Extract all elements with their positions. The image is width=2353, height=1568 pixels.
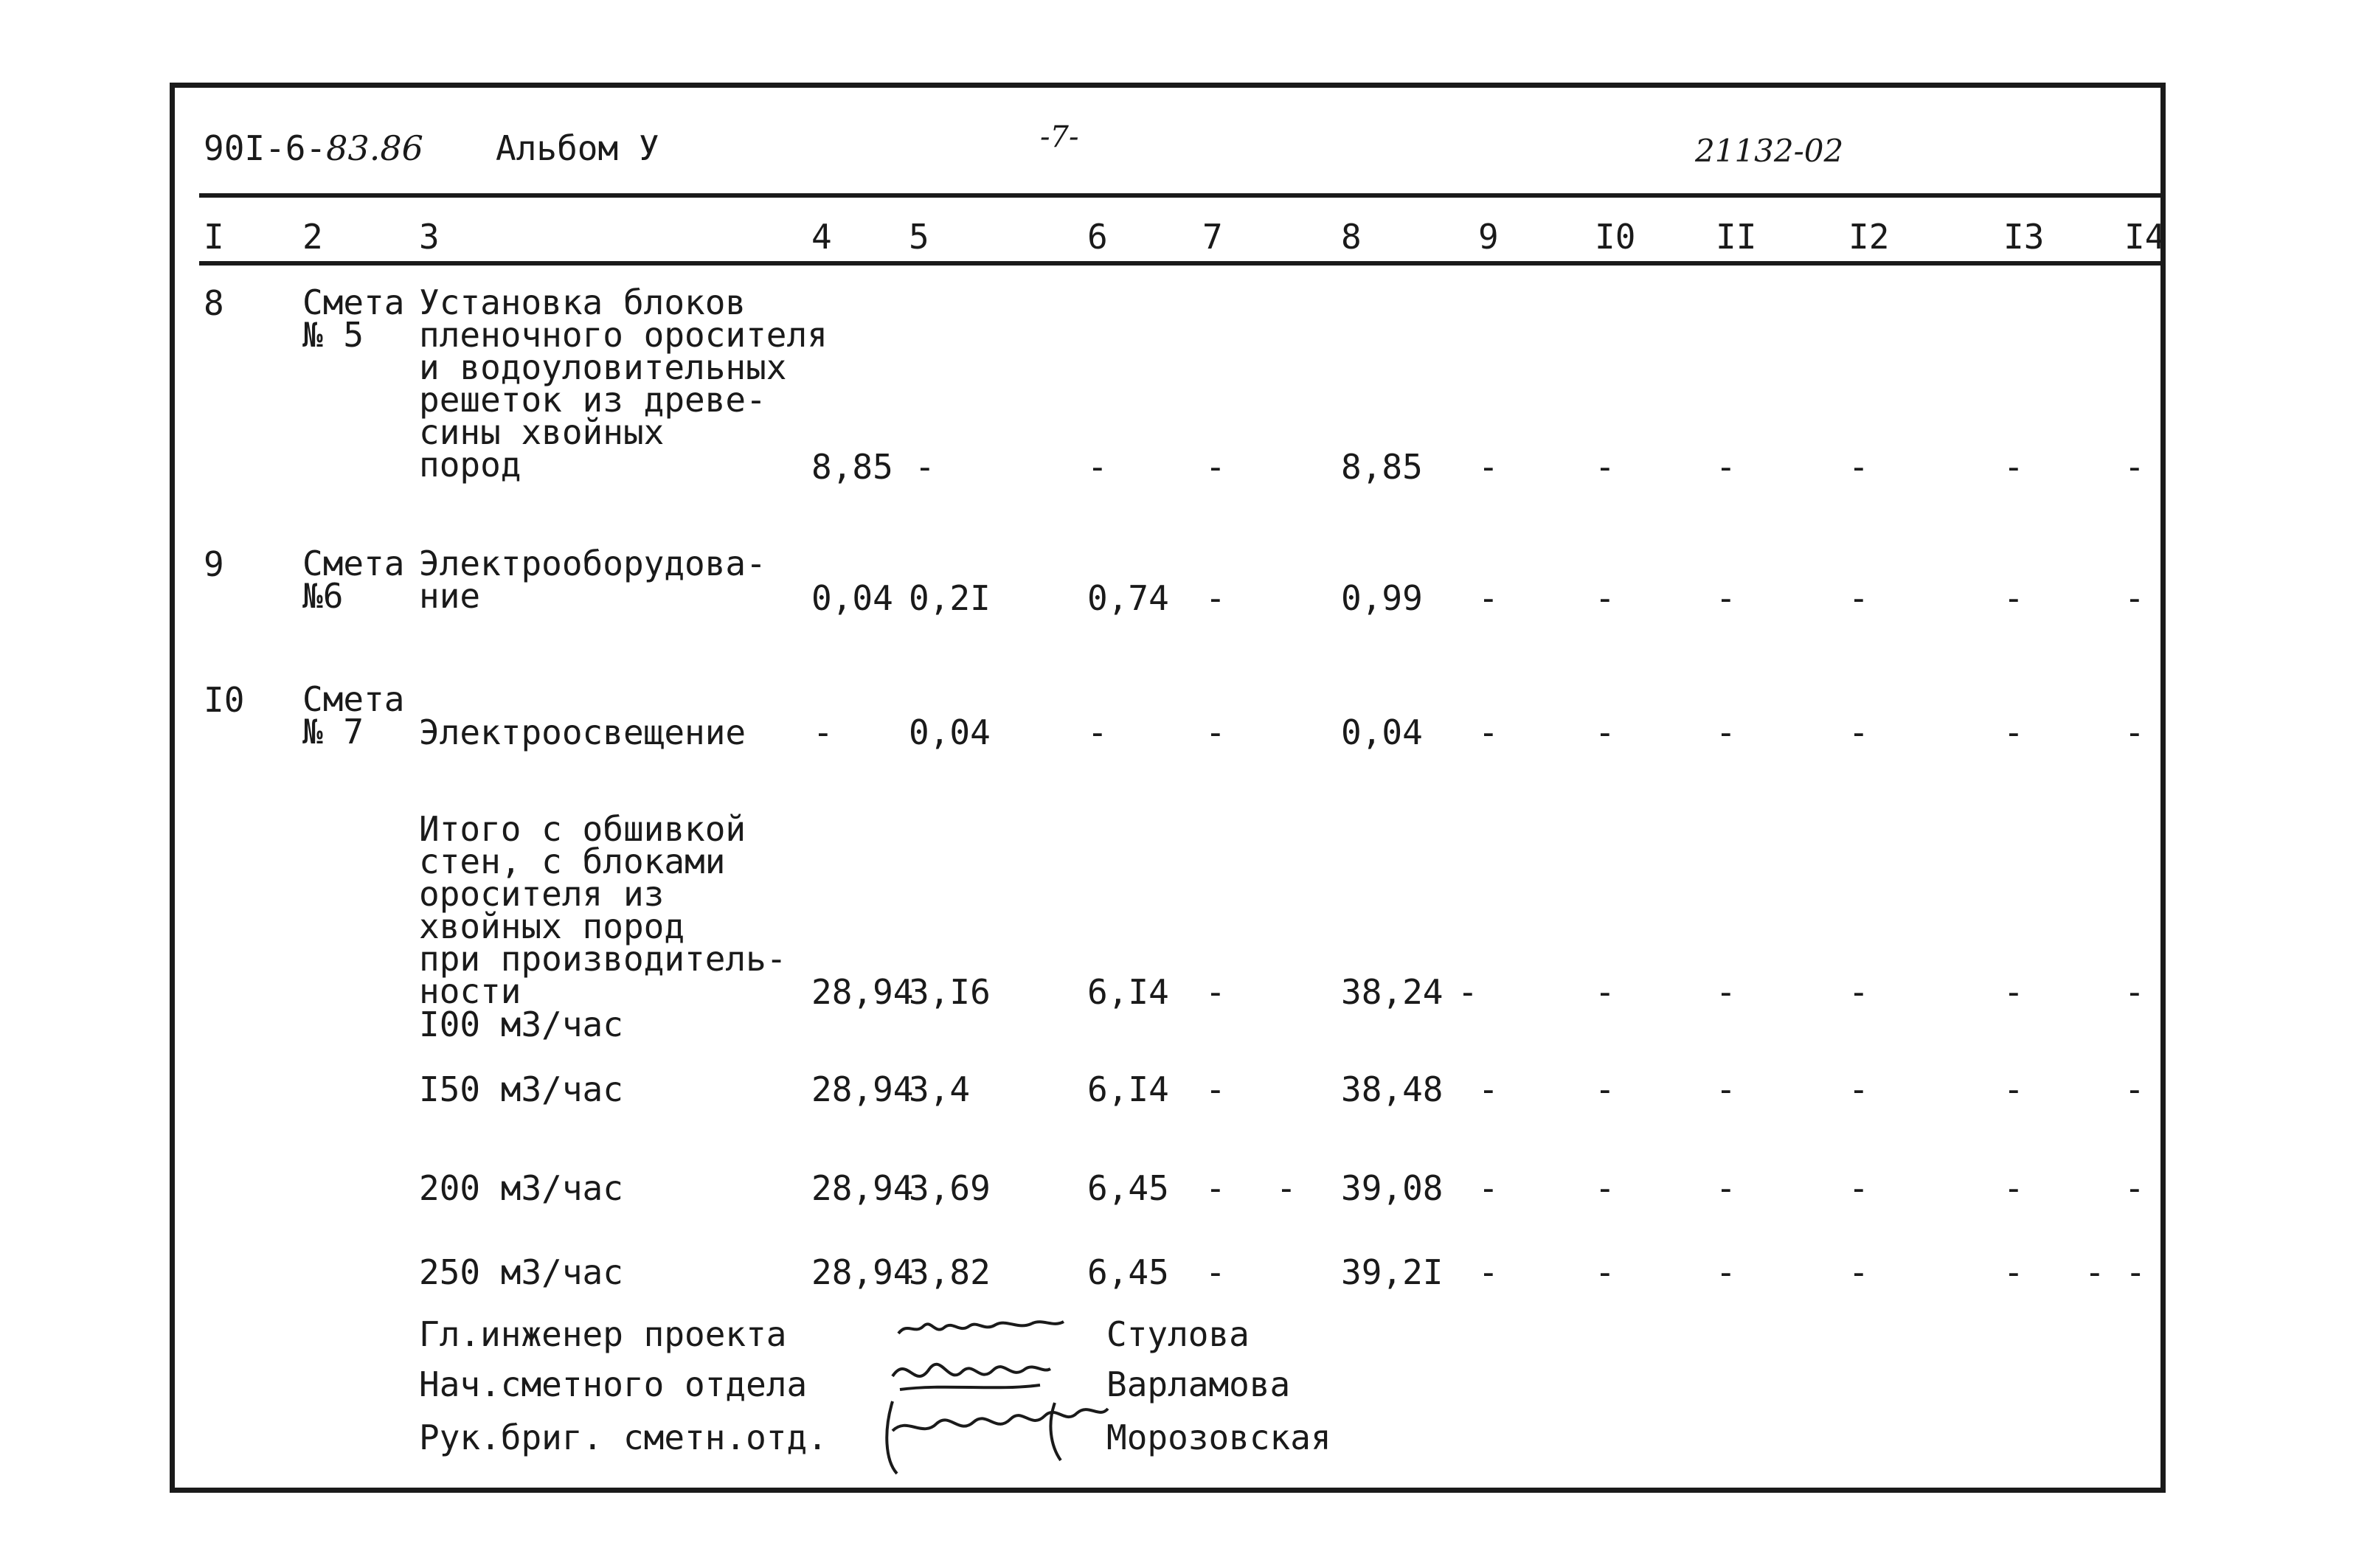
cell-value: - — [1595, 447, 1615, 487]
cell-value: 0,04 — [811, 578, 893, 618]
cell-value: - — [1848, 712, 1869, 752]
cell-value: - — [1848, 972, 1869, 1012]
item-name: Электроосвещение — [419, 712, 746, 752]
cell-value: - — [1848, 1252, 1869, 1292]
cell-value: - — [1458, 972, 1478, 1012]
column-header: 5 — [909, 217, 929, 257]
signature-name: Варламова — [1106, 1364, 1291, 1404]
signature-role: Рук.бриг. сметн.отд. — [419, 1418, 828, 1457]
cell-value: - — [2003, 712, 2024, 752]
column-header: I3 — [2003, 217, 2045, 257]
cell-value: - — [1478, 447, 1499, 487]
cell-value: - — [1478, 578, 1499, 618]
item-name: Установка блоков пленочного оросителя и водоуловительных решеток из древе- сины хвойных пород — [419, 282, 828, 485]
cell-value: 6,45 — [1087, 1168, 1169, 1208]
cell-value: - — [1595, 712, 1615, 752]
album-code-handwritten: 83.86 — [326, 128, 423, 168]
cell-value: 38,48 — [1341, 1069, 1444, 1109]
cell-value: - — [1595, 578, 1615, 618]
cell-value: - — [1716, 447, 1736, 487]
cell-value: - - — [2085, 1252, 2146, 1292]
cell-value: 28,94 — [811, 1168, 914, 1208]
cell-value: 3,I6 — [909, 972, 991, 1012]
cell-value: 0,04 — [1341, 712, 1423, 752]
cell-value: 8,85 — [811, 447, 893, 487]
cell-value: - — [2124, 972, 2145, 1012]
column-header: I — [204, 217, 224, 257]
column-header: I4 — [2124, 217, 2166, 257]
cell-value: 6,45 — [1087, 1252, 1169, 1292]
capacity-label: 250 м3/час — [419, 1252, 623, 1292]
document-number: 21132-02 — [1695, 133, 1844, 169]
signature-role: Гл.инженер проекта — [419, 1314, 787, 1354]
item-name: Электрооборудова- ние — [419, 544, 766, 616]
cell-value: 38,24 — [1341, 972, 1444, 1012]
page-number: -7- — [1040, 120, 1079, 154]
cell-value: - — [1595, 1069, 1615, 1109]
column-header: 4 — [811, 217, 832, 257]
cell-value: - — [2003, 578, 2024, 618]
cell-value: 0,99 — [1341, 578, 1423, 618]
smeta-label: Смета № 5 — [302, 282, 405, 355]
cell-value: - — [1716, 972, 1736, 1012]
cell-value: - — [1595, 972, 1615, 1012]
cell-value: - — [1848, 1069, 1869, 1109]
handwritten-signature — [893, 1305, 1070, 1350]
cell-value: - — [2003, 1252, 2024, 1292]
cell-value: - — [1716, 712, 1736, 752]
cell-value: - — [2003, 1069, 2024, 1109]
cell-value: - — [2124, 1168, 2145, 1208]
cell-value: - — [813, 712, 834, 752]
cell-value: - — [2003, 447, 2024, 487]
cell-value: 28,94 — [811, 1252, 914, 1292]
row-number: 8 — [204, 283, 224, 323]
cell-value: - — [2003, 972, 2024, 1012]
capacity-label: 200 м3/час — [419, 1168, 623, 1208]
signature-name: Стулова — [1106, 1314, 1250, 1354]
column-header: 8 — [1341, 217, 1362, 257]
album-code — [204, 128, 423, 168]
column-header: 3 — [419, 217, 440, 257]
cell-value: - — [1595, 1252, 1615, 1292]
cell-value: - — [1478, 712, 1499, 752]
cell-value: 3,4 — [909, 1069, 971, 1109]
cell-value: - — [1087, 712, 1108, 752]
cell-value: 8,85 — [1341, 447, 1423, 487]
smeta-label: Смета № 7 — [302, 679, 405, 752]
cell-value: 28,94 — [811, 1069, 914, 1109]
cell-value: - — [1276, 1168, 1297, 1208]
cell-value: - — [1595, 1168, 1615, 1208]
cell-value: 39,2I — [1341, 1252, 1444, 1292]
album-title: Альбом У — [496, 128, 659, 168]
cell-value: 3,82 — [909, 1252, 991, 1292]
header-rule-bottom — [199, 261, 2166, 266]
column-header: 2 — [302, 217, 323, 257]
cell-value: 0,04 — [909, 712, 991, 752]
cell-value: - — [1716, 578, 1736, 618]
capacity-label: I50 м3/час — [419, 1069, 623, 1109]
cell-value: - — [2124, 712, 2145, 752]
row-number: 9 — [204, 544, 224, 584]
column-header: 6 — [1087, 217, 1108, 257]
cell-value: - — [1478, 1168, 1499, 1208]
cell-value: - — [2124, 447, 2145, 487]
header-rule-top — [199, 193, 2166, 198]
cell-value: - — [1716, 1168, 1736, 1208]
column-header: II — [1716, 217, 1757, 257]
column-header: I2 — [1848, 217, 1890, 257]
album-code-prefix: 90I-6- — [204, 128, 327, 168]
cell-value: 6,I4 — [1087, 972, 1169, 1012]
smeta-label: Смета №6 — [302, 544, 405, 616]
row-number: I0 — [204, 680, 245, 720]
column-header: 7 — [1202, 217, 1223, 257]
cell-value: - — [1478, 1252, 1499, 1292]
cell-value: - — [1205, 578, 1226, 618]
cell-value: 3,69 — [909, 1168, 991, 1208]
cell-value: - — [2124, 1069, 2145, 1109]
cell-value: - — [1205, 1168, 1226, 1208]
column-header: I0 — [1595, 217, 1636, 257]
cell-value: 6,I4 — [1087, 1069, 1169, 1109]
signature-name: Морозовская — [1106, 1418, 1331, 1457]
cell-value: - — [1205, 447, 1226, 487]
cell-value: - — [2003, 1168, 2024, 1208]
handwritten-signature — [870, 1387, 1114, 1482]
cell-value: - — [1716, 1069, 1736, 1109]
cell-value: - — [1205, 1069, 1226, 1109]
cell-value: - — [1848, 447, 1869, 487]
cell-value: - — [1478, 1069, 1499, 1109]
cell-value: - — [2124, 578, 2145, 618]
column-header: 9 — [1478, 217, 1499, 257]
cell-value: 0,2I — [909, 578, 991, 618]
cell-value: - — [1848, 1168, 1869, 1208]
total-label: Итого с обшивкой стен, с блоками оросителя из хвойных пород при производитель- ности — [419, 809, 787, 1011]
cell-value: - — [1716, 1252, 1736, 1292]
cell-value: - — [1205, 712, 1226, 752]
cell-value: 28,94 — [811, 972, 914, 1012]
cell-value: - — [1205, 1252, 1226, 1292]
signature-role: Нач.сметного отдела — [419, 1364, 808, 1404]
cell-value: - — [1205, 972, 1226, 1012]
cell-value: 39,08 — [1341, 1168, 1444, 1208]
cell-value: - — [1848, 578, 1869, 618]
cell-value: - — [1087, 447, 1108, 487]
cell-value: - — [915, 447, 935, 487]
capacity-label: I00 м3/час — [419, 1005, 623, 1044]
cell-value: 0,74 — [1087, 578, 1169, 618]
